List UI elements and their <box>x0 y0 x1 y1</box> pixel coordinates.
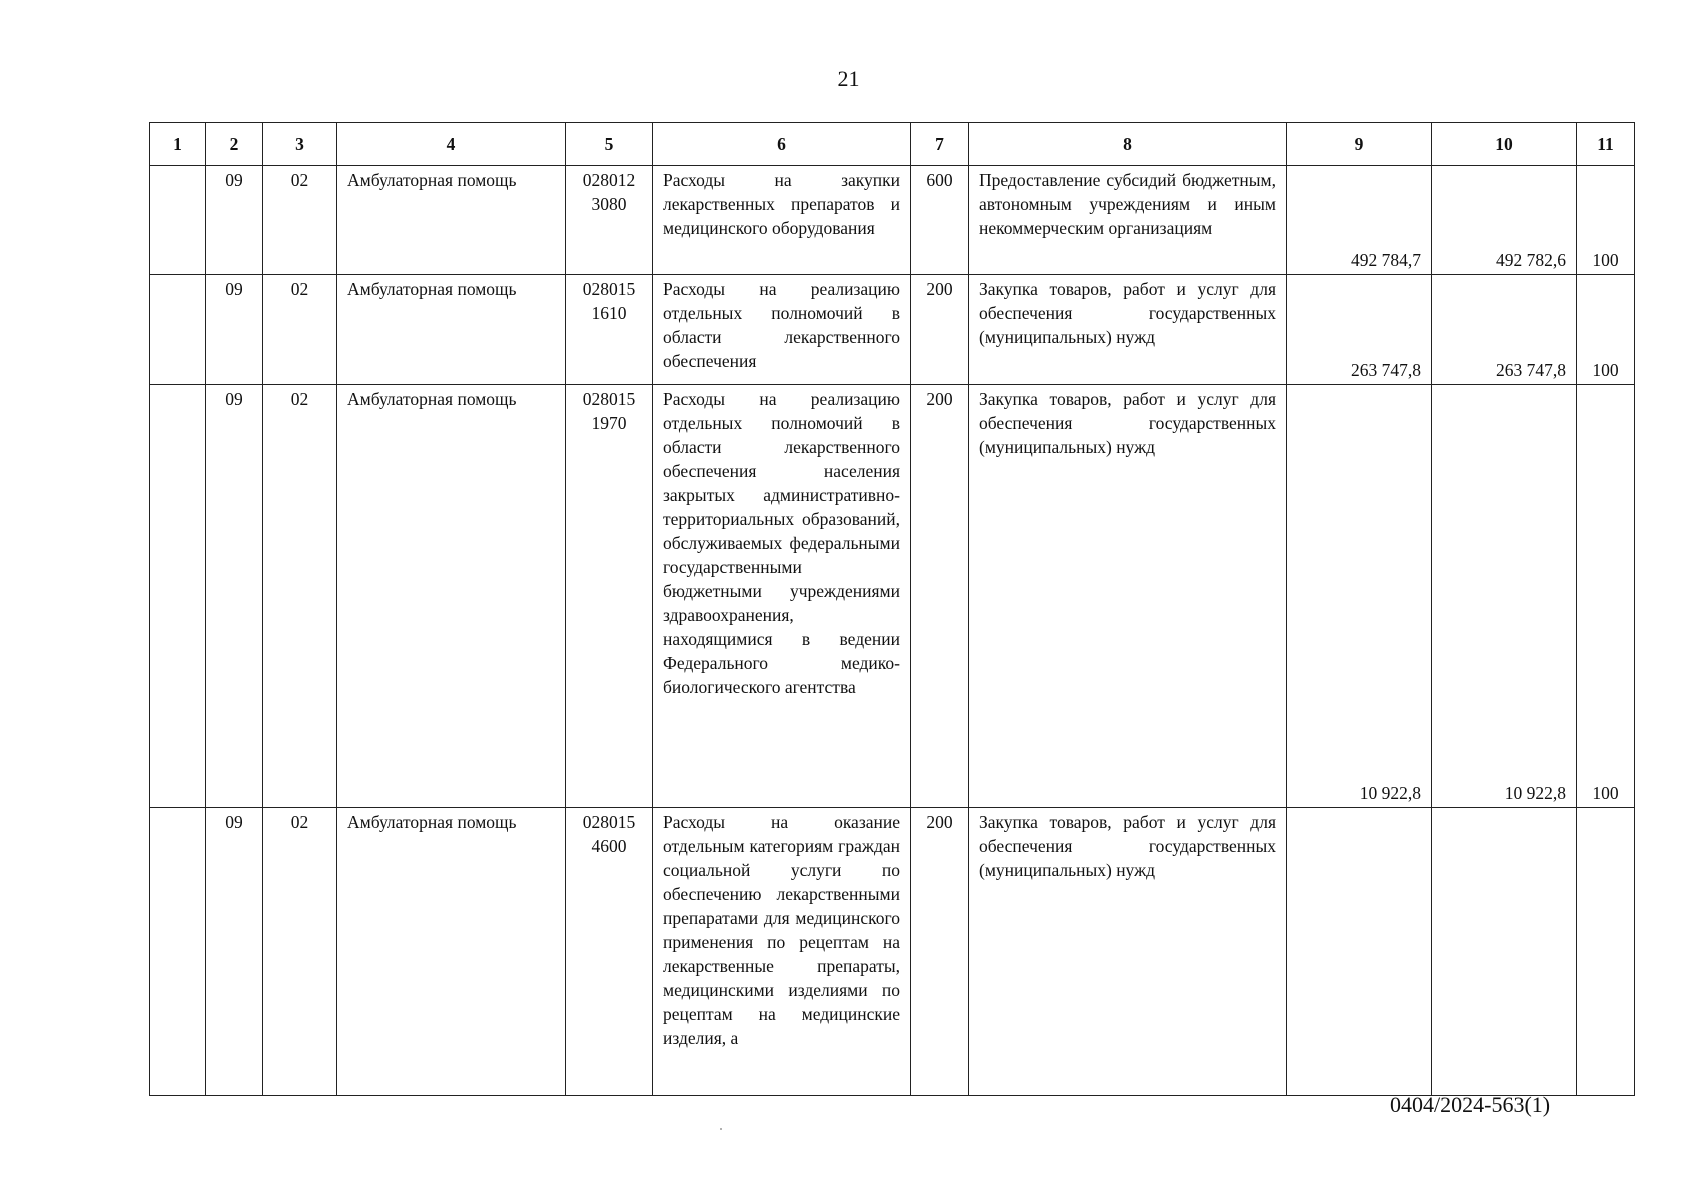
cell-expense-type-name: Закупка товаров, работ и услуг для обеспечения государственных (муниципальных) нужд <box>969 275 1287 385</box>
cell-planned-amount: 263 747,8 <box>1287 275 1432 385</box>
page-number: 21 <box>837 66 860 91</box>
cell-section: 09 <box>206 166 263 275</box>
cell-target-code <box>566 808 653 1096</box>
col-header-5: 5 <box>566 123 653 166</box>
cell-actual-amount: 492 782,6 <box>1432 166 1577 275</box>
cell-actual-amount: 263 747,8 <box>1432 275 1577 385</box>
col-header-7: 7 <box>911 123 969 166</box>
table-row <box>150 275 1635 385</box>
cell-subsection: 02 <box>263 275 337 385</box>
table-row <box>150 385 1635 808</box>
cell-planned-amount: 10 922,8 <box>1287 385 1432 808</box>
code-part-1: 028015 <box>582 279 636 299</box>
cell-section: 09 <box>206 808 263 1096</box>
code-part-2: 1610 <box>591 303 627 323</box>
cell-expense-type-name: Предоставление субсидий бюджетным, автономным учреждениям и иным некоммерческим организациям <box>969 166 1287 275</box>
document-id: 0404/2024-563(1) <box>1390 1092 1551 1117</box>
cell-expense-type-code: 200 <box>911 385 969 808</box>
col-header-10: 10 <box>1432 123 1577 166</box>
cell-section: 09 <box>206 275 263 385</box>
cell-planned-amount <box>1287 808 1432 1096</box>
cell-percent <box>1577 808 1635 1096</box>
code-part-1: 028015 <box>582 389 636 409</box>
cell-col1 <box>150 275 206 385</box>
col-header-6: 6 <box>653 123 911 166</box>
col-header-9: 9 <box>1287 123 1432 166</box>
code-part-1: 028012 <box>582 170 636 190</box>
cell-expense-type-code: 200 <box>911 808 969 1096</box>
cell-expense-type-name: Закупка товаров, работ и услуг для обеспечения государственных (муниципальных) нужд <box>969 385 1287 808</box>
col-header-4: 4 <box>337 123 566 166</box>
cell-col1 <box>150 385 206 808</box>
cell-subsection-name: Амбулаторная помощь <box>337 808 566 1096</box>
col-header-1: 1 <box>150 123 206 166</box>
code-part-2: 4600 <box>591 836 627 856</box>
cell-subsection: 02 <box>263 808 337 1096</box>
cell-percent: 100 <box>1577 385 1635 808</box>
col-header-11: 11 <box>1577 123 1635 166</box>
cell-percent: 100 <box>1577 275 1635 385</box>
cell-target-code <box>566 385 653 808</box>
cell-expense-description: Расходы на реализацию отдельных полномочий в области лекарственного обеспечения населения закрытых административно-территориальных образований, обслуживаемых федеральными государственными бюджетными учреждениями здравоохранения, находящимися в ведении Федерального медико-биологического агентства <box>653 385 911 808</box>
cell-col1 <box>150 808 206 1096</box>
col-header-2: 2 <box>206 123 263 166</box>
budget-table <box>149 122 1635 1096</box>
cell-subsection-name: Амбулаторная помощь <box>337 275 566 385</box>
header-row <box>150 123 1635 166</box>
cell-section: 09 <box>206 385 263 808</box>
table-row <box>150 166 1635 275</box>
cell-expense-description: Расходы на оказание отдельным категориям граждан социальной услуги по обеспечению лекарственными препаратами для медицинского применения по рецептам на лекарственные препараты, медицинскими изделиями по рецептам на медицинские изделия, а <box>653 808 911 1096</box>
code-part-2: 1970 <box>591 413 627 433</box>
cell-expense-description: Расходы на закупки лекарственных препаратов и медицинского оборудования <box>653 166 911 275</box>
table-row <box>150 808 1635 1096</box>
cell-col1 <box>150 166 206 275</box>
cell-expense-type-code: 600 <box>911 166 969 275</box>
cell-planned-amount: 492 784,7 <box>1287 166 1432 275</box>
cell-expense-type-name: Закупка товаров, работ и услуг для обеспечения государственных (муниципальных) нужд <box>969 808 1287 1096</box>
code-part-2: 3080 <box>591 194 627 214</box>
cell-target-code <box>566 166 653 275</box>
cell-actual-amount <box>1432 808 1577 1096</box>
scan-speck <box>720 1128 722 1130</box>
cell-actual-amount: 10 922,8 <box>1432 385 1577 808</box>
cell-expense-description: Расходы на реализацию отдельных полномочий в области лекарственного обеспечения <box>653 275 911 385</box>
cell-percent: 100 <box>1577 166 1635 275</box>
cell-expense-type-code: 200 <box>911 275 969 385</box>
cell-target-code <box>566 275 653 385</box>
cell-subsection-name: Амбулаторная помощь <box>337 166 566 275</box>
cell-subsection-name: Амбулаторная помощь <box>337 385 566 808</box>
cell-subsection: 02 <box>263 385 337 808</box>
cell-subsection: 02 <box>263 166 337 275</box>
code-part-1: 028015 <box>582 812 636 832</box>
col-header-8: 8 <box>969 123 1287 166</box>
col-header-3: 3 <box>263 123 337 166</box>
